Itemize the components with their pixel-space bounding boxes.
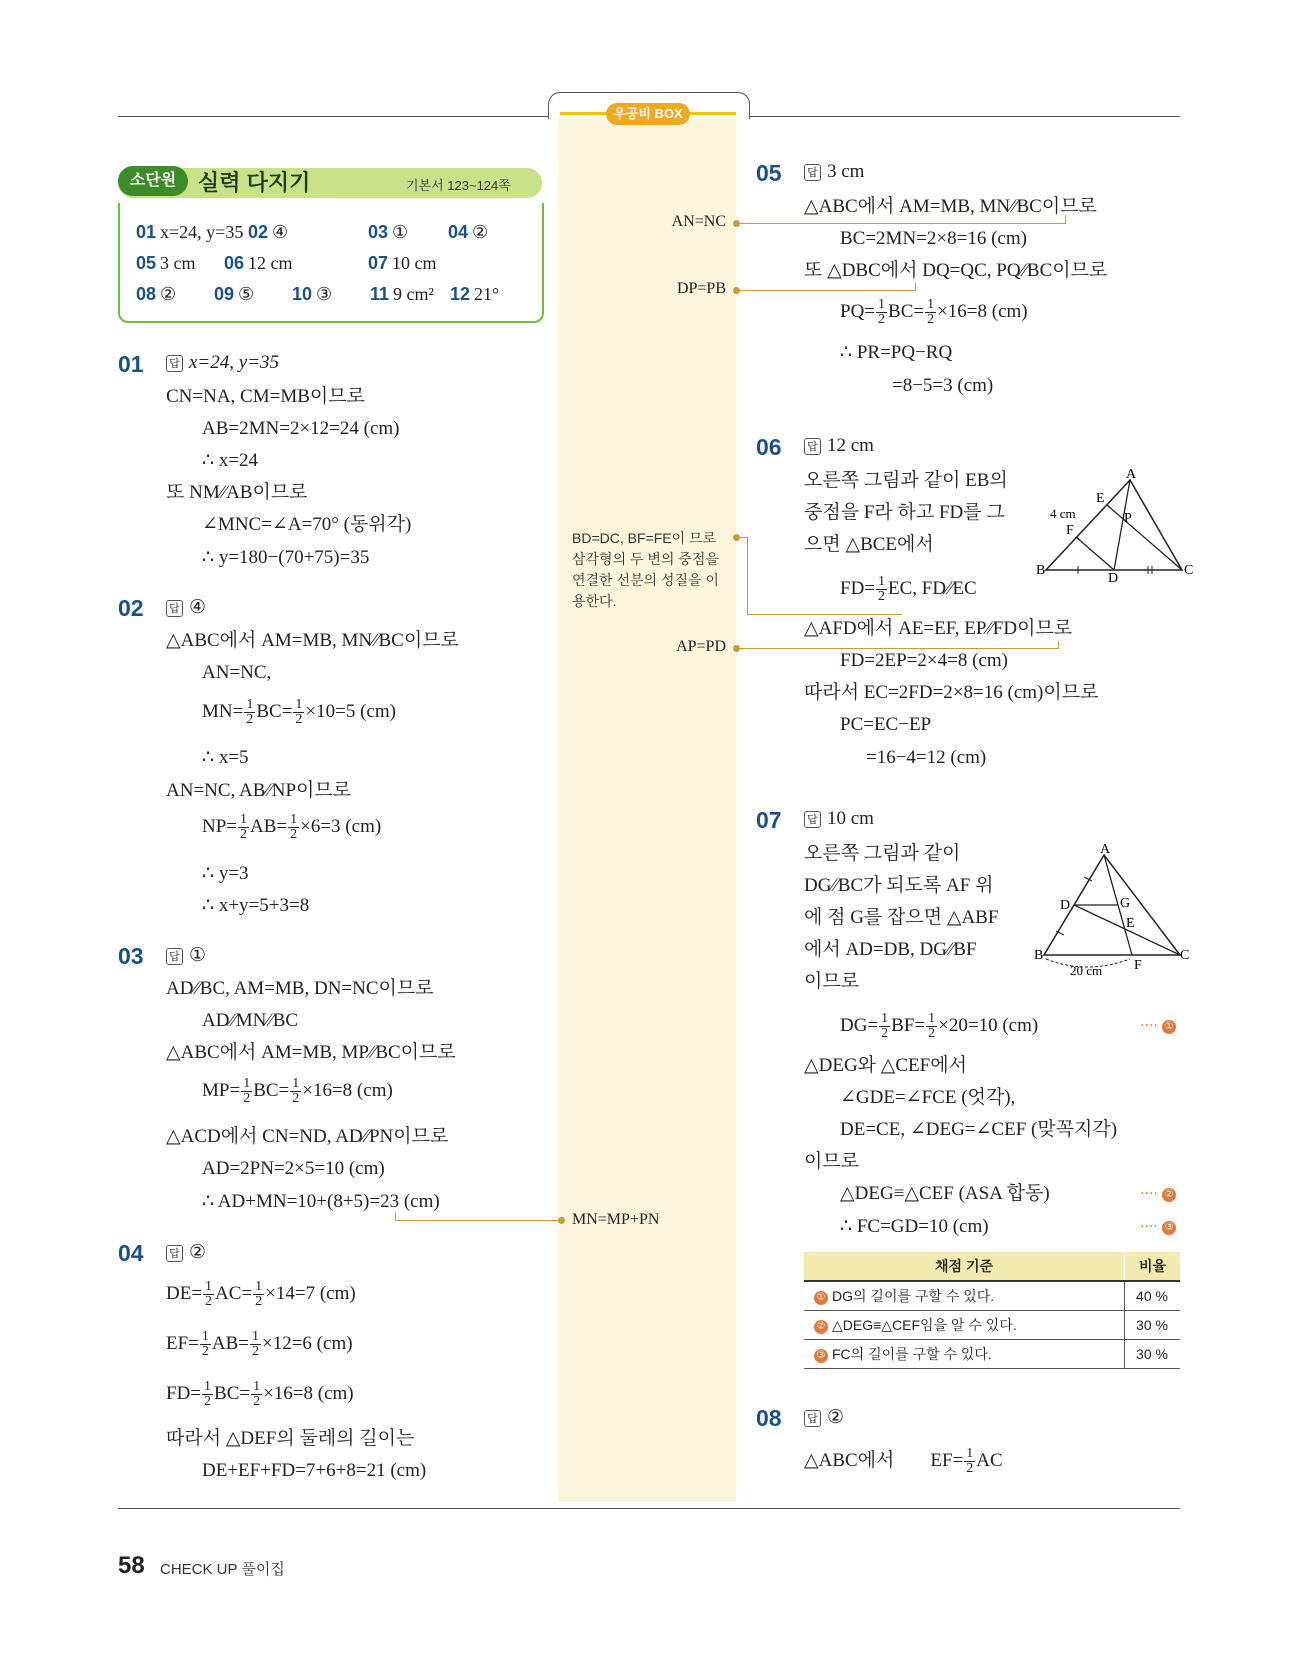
text: ×6=3 (cm) xyxy=(300,815,382,837)
text: EC, FD∕∕EC xyxy=(888,577,977,599)
answer-value: ② xyxy=(827,1407,845,1428)
solution-line: 따라서 EC=2FD=2×8=16 (cm)이므로 xyxy=(804,682,1099,703)
side-note-paragraph: BD=DC, BF=FE이 므로 삼각형의 두 변의 중점을 연결한 선분의 성질을 이용한다. xyxy=(572,530,719,609)
solution-line: AN=NC, xyxy=(202,662,272,683)
summary-value: 9 cm² xyxy=(393,284,434,304)
solution-line: △ABC에서 AM=MB, MN∕∕BC이므로 xyxy=(166,630,459,651)
numerator: 1 xyxy=(253,1379,261,1394)
solution-line: DE=CE, ∠DEG=∠CEF (맞꼭지각) xyxy=(840,1119,1118,1140)
denominator: 2 xyxy=(240,827,248,842)
solution-line: BC=2MN=2×8=16 (cm) xyxy=(840,228,1027,249)
summary-value: 21° xyxy=(474,284,500,304)
solution-line xyxy=(840,1012,1038,1041)
text: ×16=8 (cm) xyxy=(263,1382,354,1404)
text: AC xyxy=(976,1449,1003,1471)
summary-answer xyxy=(448,222,488,243)
solution-line: DE+EF+FD=7+6+8=21 (cm) xyxy=(202,1460,427,1481)
text: ×20=10 (cm) xyxy=(938,1014,1039,1036)
fraction xyxy=(244,698,255,727)
numerator: 1 xyxy=(246,697,254,712)
text: DG= xyxy=(840,1014,879,1036)
denominator: 2 xyxy=(205,1294,213,1309)
solution-line: 따라서 △DEF의 둘레의 길이는 xyxy=(166,1428,415,1449)
step-number: ② xyxy=(1162,1188,1176,1202)
connector-line xyxy=(1058,641,1059,649)
connector-line xyxy=(395,1220,560,1221)
solution-line: 이므로 xyxy=(804,1151,860,1172)
label-c: C xyxy=(1180,948,1190,963)
solution-line: CN=NA, CM=MB이므로 xyxy=(166,386,365,407)
answer xyxy=(166,1241,206,1264)
fraction xyxy=(290,1077,301,1106)
denominator: 2 xyxy=(246,712,254,727)
solution-line xyxy=(840,298,1028,327)
fraction xyxy=(202,1380,213,1409)
solution-line: ∴ x+y=5+3=8 xyxy=(202,895,310,916)
text: BC= xyxy=(256,700,293,722)
solution-line: ∠MNC=∠A=70° (동위각) xyxy=(202,514,412,535)
summary-number: 11 xyxy=(370,284,390,304)
solution-line: 중점을 F라 하고 FD를 그 xyxy=(804,502,1005,523)
denominator: 2 xyxy=(292,1091,300,1106)
label-g: G xyxy=(1120,896,1131,911)
answer-mark: 답 xyxy=(804,164,821,181)
text: AB= xyxy=(250,815,288,837)
text: ×16=8 (cm) xyxy=(937,300,1028,322)
answer-mark: 답 xyxy=(804,438,821,455)
numerator: 1 xyxy=(240,812,248,827)
label-a: A xyxy=(1126,467,1137,482)
solution-line xyxy=(202,1077,393,1106)
solution-line: AD∕∕BC, AM=MB, DN=NC이므로 xyxy=(166,978,434,999)
criteria-text: FC의 길이를 구할 수 있다. xyxy=(832,1346,992,1362)
label-d: D xyxy=(1108,571,1119,586)
text: AC= xyxy=(215,1282,253,1304)
denominator: 2 xyxy=(295,712,303,727)
summary-value: ② xyxy=(472,222,489,242)
fraction xyxy=(238,813,249,842)
solution-line: AD=2PN=2×5=10 (cm) xyxy=(202,1158,385,1179)
summary-title: 실력 다지기 xyxy=(198,170,311,195)
text: FD= xyxy=(166,1382,202,1404)
label-e: E xyxy=(1126,916,1135,931)
text: EF= xyxy=(166,1332,199,1354)
denominator: 2 xyxy=(927,312,935,327)
fraction xyxy=(200,1330,211,1359)
solution-line: ∠GDE=∠FCE (엇각), xyxy=(840,1087,1016,1108)
numerator: 1 xyxy=(204,1379,212,1394)
summary-number: 03 xyxy=(368,222,389,242)
connector-dot xyxy=(733,220,740,227)
answer xyxy=(166,352,279,374)
solution-line: 에 점 G를 잡으면 △ABF xyxy=(804,907,999,928)
text: △ABC에서 xyxy=(804,1449,895,1471)
criteria-cell xyxy=(804,1311,1125,1340)
problem-number: 01 xyxy=(118,351,144,377)
text: MN= xyxy=(202,700,244,722)
summary-tag: 소단원 xyxy=(118,166,188,196)
denominator: 2 xyxy=(253,1394,261,1409)
summary-value: ② xyxy=(160,284,177,304)
answer xyxy=(804,1406,844,1429)
problem-number: 07 xyxy=(756,807,782,833)
solution-line: 또 △DBC에서 DQ=QC, PQ∕∕BC이므로 xyxy=(804,260,1108,281)
numerator: 1 xyxy=(255,1279,263,1294)
numerator: 1 xyxy=(927,297,935,312)
solution-line: 오른쪽 그림과 같이 xyxy=(804,843,961,864)
summary-number: 01 xyxy=(136,222,157,242)
fraction xyxy=(253,1280,264,1309)
step-marker xyxy=(1140,1018,1180,1034)
text: ×12=6 (cm) xyxy=(262,1332,353,1354)
summary-answer xyxy=(136,253,196,274)
denominator: 2 xyxy=(290,827,298,842)
answer-value: 10 cm xyxy=(827,808,874,829)
summary-ref: 기본서 123~124쪽 xyxy=(406,178,511,193)
step-number: ③ xyxy=(814,1349,828,1363)
connector-line xyxy=(395,1212,396,1221)
fraction xyxy=(241,1077,252,1106)
criteria-cell xyxy=(804,1340,1125,1369)
text: FD= xyxy=(840,577,876,599)
table-header xyxy=(804,1252,1180,1281)
answer-value: ① xyxy=(189,945,207,966)
numerator: 1 xyxy=(928,1011,936,1026)
segment-fd xyxy=(1076,537,1114,570)
fraction xyxy=(876,298,887,327)
solution-line: =16−4=12 (cm) xyxy=(866,747,987,768)
denominator: 2 xyxy=(252,1344,259,1359)
numerator: 1 xyxy=(205,1279,213,1294)
connector-dot xyxy=(733,287,740,294)
summary-answer xyxy=(368,253,437,274)
answer-value: 12 cm xyxy=(827,435,874,456)
solution-line: ∴ y=180−(70+75)=35 xyxy=(202,547,370,568)
text: NP= xyxy=(202,815,238,837)
label-length: 20 cm xyxy=(1070,963,1103,978)
solution-line: △AFD에서 AE=EF, EP∕∕FD이므로 xyxy=(804,618,1073,639)
denominator: 2 xyxy=(966,1461,974,1476)
label-b: B xyxy=(1036,563,1046,578)
numerator: 1 xyxy=(295,697,303,712)
text: EF= xyxy=(930,1449,964,1471)
ratio-cell: 40 % xyxy=(1125,1281,1181,1311)
summary-number: 05 xyxy=(136,253,157,273)
problem-number: 03 xyxy=(118,943,144,969)
text: ×14=7 (cm) xyxy=(265,1282,356,1304)
solution-line: △ACD에서 CN=ND, AD∕∕PN이므로 xyxy=(166,1126,449,1147)
problem-number: 08 xyxy=(756,1405,782,1431)
summary-number: 09 xyxy=(214,284,235,304)
summary-value: ⑤ xyxy=(238,284,255,304)
answer-mark: 답 xyxy=(166,600,183,617)
summary-value: 3 cm xyxy=(160,253,196,273)
label-b: B xyxy=(1034,948,1044,963)
solution-line: AB=2MN=2×12=24 (cm) xyxy=(202,418,400,439)
text: AB= xyxy=(211,1332,249,1354)
fraction xyxy=(288,813,299,842)
denominator: 2 xyxy=(204,1394,212,1409)
solution-line xyxy=(166,1280,356,1309)
summary-answer xyxy=(292,284,332,305)
answer xyxy=(804,161,864,183)
side-note: MN=MP+PN xyxy=(572,1211,660,1228)
step-arrow: ···· xyxy=(1140,1186,1158,1202)
text: DE= xyxy=(166,1282,203,1304)
solution-line: 이므로 xyxy=(804,971,860,992)
step-number: ③ xyxy=(1162,1221,1176,1235)
solution-line: DG∕∕BC가 되도록 AF 위 xyxy=(804,875,994,896)
summary-answer xyxy=(368,222,408,243)
solution-line: 에서 AD=DB, DG∕∕BF xyxy=(804,939,977,960)
text: BC= xyxy=(253,1079,290,1101)
connector-line xyxy=(915,283,916,291)
grading-table xyxy=(804,1252,1180,1369)
solution-line: △ABC에서 AM=MB, MN∕∕BC이므로 xyxy=(804,196,1097,217)
solution-line: FD=2EP=2×4=8 (cm) xyxy=(840,650,1008,671)
text: BC= xyxy=(214,1382,251,1404)
numerator: 1 xyxy=(966,1446,974,1461)
summary-number: 08 xyxy=(136,284,157,304)
solution-line: △ABC에서 AM=MB, MP∕∕BC이므로 xyxy=(166,1042,456,1063)
fraction xyxy=(925,298,936,327)
step-arrow: ···· xyxy=(1140,1018,1158,1034)
label-p: P xyxy=(1124,511,1132,526)
label-a: A xyxy=(1100,842,1111,857)
summary-number: 06 xyxy=(224,253,245,273)
step-marker xyxy=(1140,1219,1180,1235)
side-note: AP=PD xyxy=(676,638,726,655)
side-note: AN=NC xyxy=(671,213,726,230)
solution-line: ∴ FC=GD=10 (cm) xyxy=(840,1216,989,1237)
problem-number: 06 xyxy=(756,434,782,460)
step-number: ① xyxy=(1162,1020,1176,1034)
answer-value: 3 cm xyxy=(827,161,865,182)
denominator: 2 xyxy=(878,312,886,327)
answer xyxy=(804,435,874,457)
label-d: D xyxy=(1060,898,1071,913)
summary-value: 10 cm xyxy=(392,253,437,273)
label-length: 4 cm xyxy=(1050,506,1076,521)
numerator: 1 xyxy=(201,1329,209,1344)
text: MP= xyxy=(202,1079,241,1101)
fraction xyxy=(293,698,304,727)
step-marker xyxy=(1140,1186,1180,1202)
denominator: 2 xyxy=(928,1026,936,1041)
answer-mark: 답 xyxy=(166,948,183,965)
numerator: 1 xyxy=(878,297,886,312)
summary-answer xyxy=(248,222,288,243)
text: BF= xyxy=(891,1014,926,1036)
answer xyxy=(166,596,206,619)
numerator: 1 xyxy=(878,574,886,589)
text: ×10=5 (cm) xyxy=(305,700,396,722)
answer xyxy=(166,944,206,967)
criteria-text: DG의 길이를 구할 수 있다. xyxy=(832,1288,995,1304)
table-row xyxy=(804,1340,1180,1369)
fraction xyxy=(251,1380,262,1409)
solution-line: 오른쪽 그림과 같이 EB의 xyxy=(804,470,1008,491)
answer-value: x=24, y=35 xyxy=(189,352,280,373)
answer xyxy=(804,808,874,830)
solution-line: AN=NC, AB∕∕NP이므로 xyxy=(166,780,352,801)
solution-line: ∴ AD+MN=10+(8+5)=23 (cm) xyxy=(202,1191,440,1212)
solution-line: 으면 △BCE에서 xyxy=(804,534,934,555)
fraction xyxy=(876,575,887,604)
step-number: ② xyxy=(814,1320,828,1334)
summary-value: 12 cm xyxy=(248,253,293,273)
summary-value: x=24, y=35 xyxy=(160,222,244,242)
triangle-figure-07 xyxy=(1036,843,1188,978)
numerator: 1 xyxy=(290,812,298,827)
summary-number: 04 xyxy=(448,222,469,242)
summary-number: 10 xyxy=(292,284,313,304)
solution-line: △DEG와 △CEF에서 xyxy=(804,1055,967,1076)
solution-line xyxy=(840,575,977,604)
answer-value: ② xyxy=(189,1242,207,1263)
connector-line xyxy=(740,223,1065,224)
solution-line: AD∕∕MN∕∕BC xyxy=(202,1010,299,1031)
fraction xyxy=(203,1280,214,1309)
solution-line: PC=EC−EP xyxy=(840,714,932,735)
denominator: 2 xyxy=(201,1344,209,1359)
summary-answer xyxy=(214,284,254,305)
label-f: F xyxy=(1066,523,1074,538)
solution-line xyxy=(804,1447,1003,1476)
segment-ec xyxy=(1107,505,1182,570)
fraction xyxy=(964,1447,975,1476)
label-e: E xyxy=(1096,491,1105,506)
box-column xyxy=(558,104,736,1502)
summary-answer xyxy=(136,222,243,243)
table-row xyxy=(804,1281,1180,1311)
ratio-cell: 30 % xyxy=(1125,1311,1181,1340)
solution-line xyxy=(202,813,381,842)
side-note: DP=PB xyxy=(676,280,726,297)
label-c: C xyxy=(1184,563,1194,578)
denominator: 2 xyxy=(255,1294,263,1309)
answer-mark: 답 xyxy=(804,811,821,828)
text: PQ= xyxy=(840,300,876,322)
solution-line: ∴ x=5 xyxy=(202,747,249,768)
criteria-cell xyxy=(804,1281,1125,1311)
answer-mark: 답 xyxy=(804,1410,821,1427)
header-ratio: 비율 xyxy=(1125,1252,1181,1281)
problem-number: 04 xyxy=(118,1240,144,1266)
solution-line xyxy=(166,1380,354,1409)
answer-mark: 답 xyxy=(166,1245,183,1262)
summary-value: ④ xyxy=(272,222,289,242)
solution-line: ∴ y=3 xyxy=(202,863,249,884)
problem-number: 02 xyxy=(118,595,144,621)
step-arrow: ···· xyxy=(1140,1219,1158,1235)
solution-line: 또 NM∕∕AB이므로 xyxy=(166,482,308,503)
label-f: F xyxy=(1134,958,1142,973)
solution-line: =8−5=3 (cm) xyxy=(892,375,994,396)
connector-dot xyxy=(733,645,740,652)
summary-answer xyxy=(224,253,293,274)
numerator: 1 xyxy=(881,1011,889,1026)
solution-line: ∴ PR=PQ−RQ xyxy=(840,342,953,363)
ratio-cell: 30 % xyxy=(1125,1340,1181,1369)
fraction xyxy=(926,1012,937,1041)
denominator: 2 xyxy=(881,1026,889,1041)
numerator: 1 xyxy=(243,1076,251,1091)
step-number: ① xyxy=(814,1291,828,1305)
text: ×16=8 (cm) xyxy=(302,1079,393,1101)
denominator: 2 xyxy=(878,589,886,604)
fraction xyxy=(250,1330,261,1359)
fraction xyxy=(879,1012,890,1041)
criteria-text: △DEG≡△CEF임을 알 수 있다. xyxy=(832,1317,1017,1333)
summary-value: ③ xyxy=(316,284,333,304)
connector-line xyxy=(740,290,915,291)
solution-line: ∴ x=24 xyxy=(202,450,259,471)
denominator: 2 xyxy=(243,1091,251,1106)
connector-line xyxy=(747,614,902,615)
problem-number: 05 xyxy=(756,160,782,186)
numerator: 1 xyxy=(292,1076,300,1091)
bottom-rule xyxy=(118,1508,1180,1509)
summary-answer xyxy=(136,284,176,305)
text: BC= xyxy=(888,300,925,322)
summary-number: 12 xyxy=(450,284,471,304)
answer-mark: 답 xyxy=(166,355,183,372)
header-criteria: 채점 기준 xyxy=(804,1252,1125,1281)
box-label: 우공비 BOX xyxy=(606,103,690,125)
table-row xyxy=(804,1311,1180,1340)
solution-line xyxy=(166,1330,353,1359)
solution-line: △DEG≡△CEF (ASA 합동) xyxy=(840,1183,1050,1204)
summary-answer xyxy=(370,284,434,305)
connector-dot xyxy=(733,534,740,541)
summary-value: ① xyxy=(392,222,409,242)
connector-line xyxy=(747,537,748,615)
numerator: 1 xyxy=(252,1329,259,1344)
summary-number: 02 xyxy=(248,222,269,242)
answer-value: ④ xyxy=(189,597,207,618)
summary-number: 07 xyxy=(368,253,389,273)
summary-answer xyxy=(450,284,499,305)
solution-line xyxy=(202,698,396,727)
page-number: 58 xyxy=(118,1552,145,1579)
triangle-figure-06 xyxy=(1036,467,1194,586)
book-title: CHECK UP 풀이집 xyxy=(160,1561,285,1578)
